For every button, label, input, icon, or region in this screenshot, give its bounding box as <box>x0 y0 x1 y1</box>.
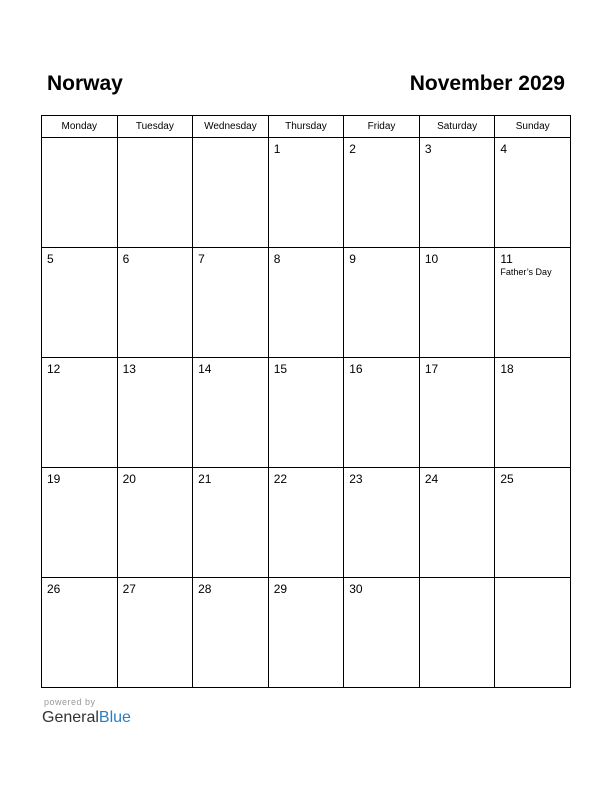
day-number: 20 <box>122 472 136 486</box>
day-cell <box>495 578 571 688</box>
day-cell <box>117 578 193 688</box>
weekday-header: Monday <box>42 116 118 138</box>
day-cell <box>193 578 269 688</box>
weekday-header-row <box>42 116 571 138</box>
day-number: 14 <box>198 362 212 376</box>
country-title: Norway <box>47 72 123 95</box>
day-cell <box>117 358 193 468</box>
day-number: 17 <box>424 362 439 376</box>
day-number: 26 <box>47 582 61 596</box>
day-number <box>118 138 193 142</box>
day-cell <box>117 468 193 578</box>
generalblue-logo[interactable] <box>42 708 131 728</box>
day-number: 21 <box>198 472 212 486</box>
day-number: 1 <box>273 142 281 156</box>
day-number <box>42 138 117 142</box>
day-cell <box>495 468 571 578</box>
day-number: 11 <box>500 252 513 266</box>
day-cell <box>495 248 571 358</box>
day-number: 4 <box>500 142 508 156</box>
holiday-label: Father’s Day <box>500 267 552 277</box>
day-number <box>495 578 570 582</box>
day-cell <box>42 248 118 358</box>
day-number: 2 <box>349 142 356 156</box>
day-cell <box>42 468 118 578</box>
weekday-header: Thursday <box>268 116 344 138</box>
day-cell <box>117 248 193 358</box>
day-cell <box>344 248 420 358</box>
day-number: 13 <box>122 362 136 376</box>
weekday-header: Tuesday <box>117 116 193 138</box>
day-cell <box>193 358 269 468</box>
day-number: 29 <box>273 582 288 596</box>
day-cell <box>419 468 495 578</box>
day-cell <box>268 138 344 248</box>
day-number: 23 <box>349 472 363 486</box>
day-number: 10 <box>424 252 439 266</box>
day-cell <box>268 468 344 578</box>
day-number: 24 <box>424 472 439 486</box>
day-cell <box>495 138 571 248</box>
day-number: 16 <box>349 362 363 376</box>
day-number: 19 <box>47 472 61 486</box>
day-cell <box>419 358 495 468</box>
day-number: 6 <box>122 252 130 266</box>
day-cell <box>193 468 269 578</box>
week-row <box>42 578 571 688</box>
day-cell <box>268 578 344 688</box>
day-number: 15 <box>273 362 288 376</box>
week-row <box>42 358 571 468</box>
powered-by-label: powered by <box>44 697 96 707</box>
day-number: 12 <box>47 362 61 376</box>
day-cell <box>268 358 344 468</box>
day-cell <box>42 358 118 468</box>
month-year-title: November 2029 <box>409 72 565 95</box>
day-number: 9 <box>349 252 356 266</box>
weekday-header: Wednesday <box>193 116 269 138</box>
day-cell <box>419 578 495 688</box>
calendar-grid <box>41 115 571 688</box>
weekday-header: Saturday <box>419 116 495 138</box>
day-number <box>420 578 495 582</box>
weekday-header: Friday <box>344 116 420 138</box>
day-number: 18 <box>500 362 514 376</box>
day-cell <box>344 578 420 688</box>
day-number: 7 <box>198 252 205 266</box>
weekday-header: Sunday <box>495 116 571 138</box>
day-cell <box>42 578 118 688</box>
day-cell <box>419 248 495 358</box>
day-cell <box>193 248 269 358</box>
day-number: 28 <box>198 582 212 596</box>
day-cell <box>344 138 420 248</box>
day-cell <box>344 468 420 578</box>
logo-text-general: General <box>42 709 99 726</box>
day-number: 22 <box>273 472 288 486</box>
day-number: 25 <box>500 472 514 486</box>
day-cell <box>42 138 118 248</box>
day-number: 27 <box>122 582 136 596</box>
day-number: 8 <box>273 252 281 266</box>
day-number: 30 <box>349 582 363 596</box>
day-cell <box>268 248 344 358</box>
day-cell <box>344 358 420 468</box>
day-number: 3 <box>424 142 432 156</box>
week-row <box>42 248 571 358</box>
day-cell <box>117 138 193 248</box>
day-number: 5 <box>47 252 54 266</box>
day-cell <box>495 358 571 468</box>
day-number <box>193 138 268 142</box>
week-row <box>42 138 571 248</box>
logo-text-blue: Blue <box>98 709 131 726</box>
day-cell <box>419 138 495 248</box>
week-row <box>42 468 571 578</box>
day-cell <box>193 138 269 248</box>
